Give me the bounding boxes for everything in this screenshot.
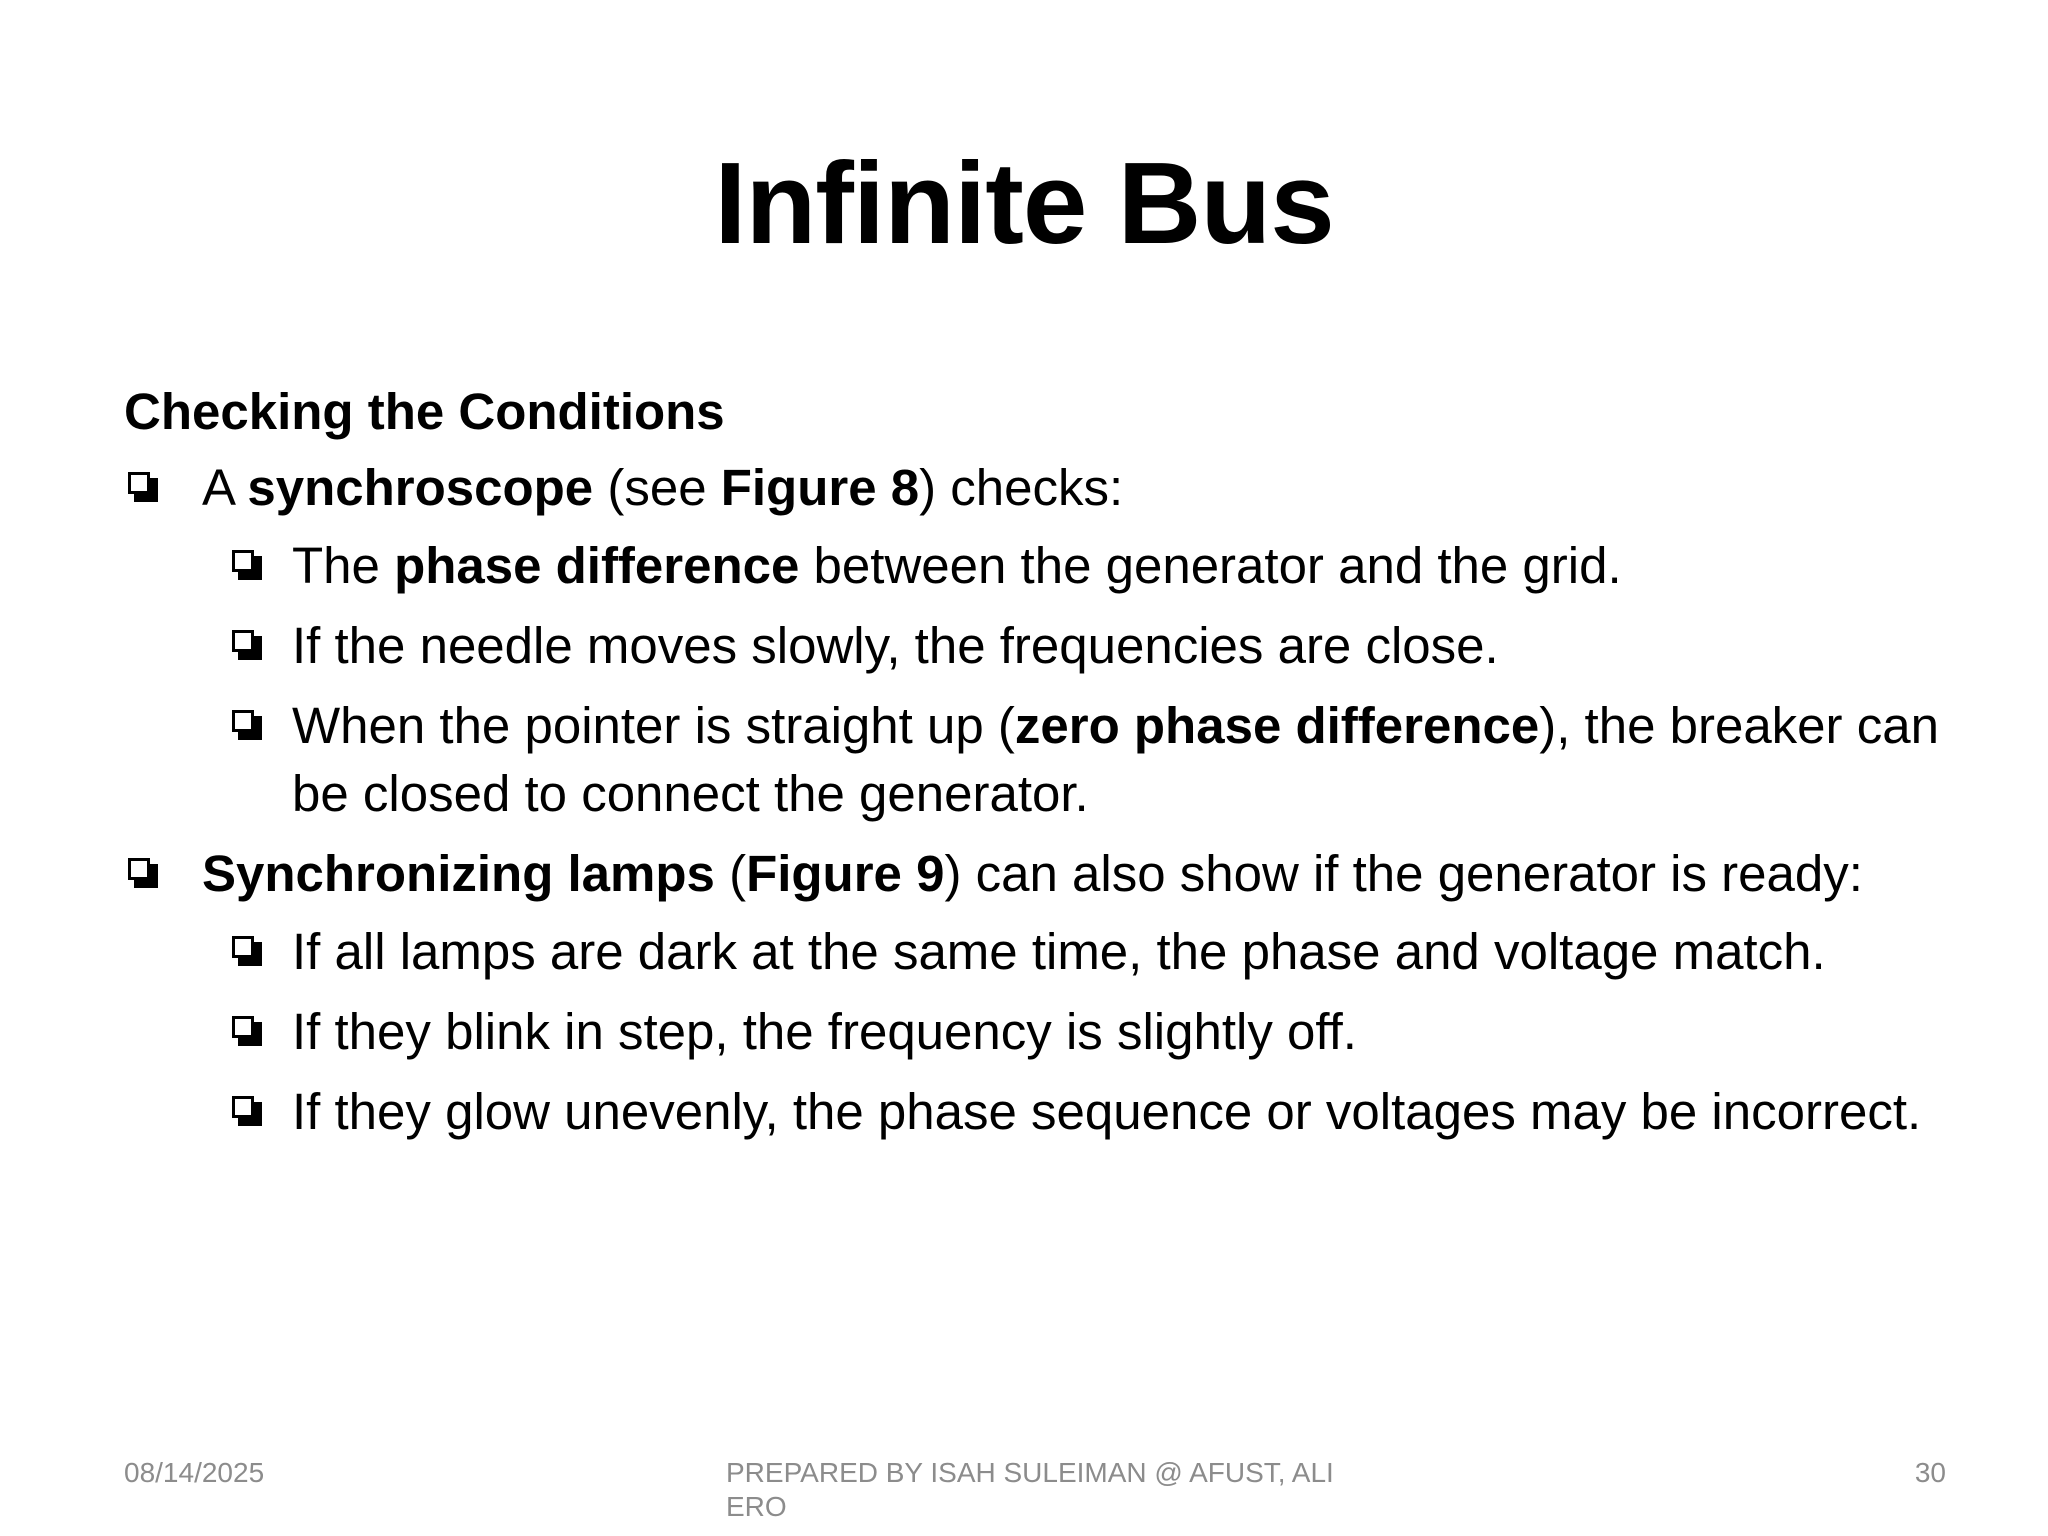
checkbox-bullet-icon <box>232 550 262 580</box>
bullet-text <box>292 923 1826 980</box>
text-run: If they blink in step, the frequency is slightly off. <box>292 1003 1357 1060</box>
text-run: The <box>292 537 395 594</box>
bold-text: synchroscope <box>247 459 594 516</box>
sub-bullet-item <box>124 998 1954 1066</box>
bold-text: Figure 8 <box>720 459 920 516</box>
sub-bullet-item <box>124 532 1954 600</box>
text-run: between the generator and the grid. <box>799 537 1622 594</box>
bullet-text <box>292 537 1622 594</box>
sub-bullet-item <box>124 1078 1954 1146</box>
text-run: If the needle moves slowly, the frequencies are close. <box>292 617 1499 674</box>
checkbox-bullet-icon <box>128 472 158 502</box>
text-run: ) checks: <box>919 459 1124 516</box>
text-run: ( <box>714 845 747 902</box>
checkbox-bullet-icon <box>232 630 262 660</box>
sub-bullet-item <box>124 612 1954 680</box>
checkbox-bullet-icon <box>232 1096 262 1126</box>
text-run: If they glow unevenly, the phase sequence or voltages may be incorrect. <box>292 1083 1922 1140</box>
sub-bullet-item <box>124 692 1954 828</box>
slide-body <box>124 378 1954 1158</box>
footer-page-number: 30 <box>1914 1457 1946 1488</box>
text-run: A <box>202 459 248 516</box>
text-run: (see <box>593 459 721 516</box>
text-run: If all lamps are dark at the same time, the phase and voltage match. <box>292 923 1826 980</box>
bold-text: Synchronizing lamps <box>202 845 715 902</box>
bullet-text <box>202 845 1863 902</box>
bullet-text <box>292 1003 1357 1060</box>
bullet-text <box>292 617 1499 674</box>
bullet-item <box>124 840 1954 908</box>
bullet-item <box>124 454 1954 522</box>
footer-date: 08/14/2025 <box>124 1457 265 1488</box>
text-run: ), the breaker can be closed to connect the generator. <box>292 697 1939 822</box>
bold-text: Figure 9 <box>746 845 945 902</box>
checkbox-bullet-icon <box>232 936 262 966</box>
slide-title: Infinite Bus <box>714 138 1334 268</box>
bold-text: phase difference <box>394 537 800 594</box>
bullet-text <box>292 697 1939 822</box>
text-run: ) can also show if the generator is ready: <box>944 845 1863 902</box>
bold-text: zero phase difference <box>1014 697 1540 754</box>
checkbox-bullet-icon <box>128 858 158 888</box>
bullet-text <box>202 459 1123 516</box>
checkbox-bullet-icon <box>232 1016 262 1046</box>
sub-bullet-item <box>124 918 1954 986</box>
bullet-list <box>124 454 1954 1146</box>
bullet-text <box>292 1083 1921 1140</box>
footer-author: PREPARED BY ISAH SULEIMAN @ AFUST, ALI ERO <box>726 1457 1334 1522</box>
text-run: When the pointer is straight up ( <box>292 697 1015 754</box>
checkbox-bullet-icon <box>232 710 262 740</box>
section-heading: Checking the Conditions <box>124 383 725 440</box>
